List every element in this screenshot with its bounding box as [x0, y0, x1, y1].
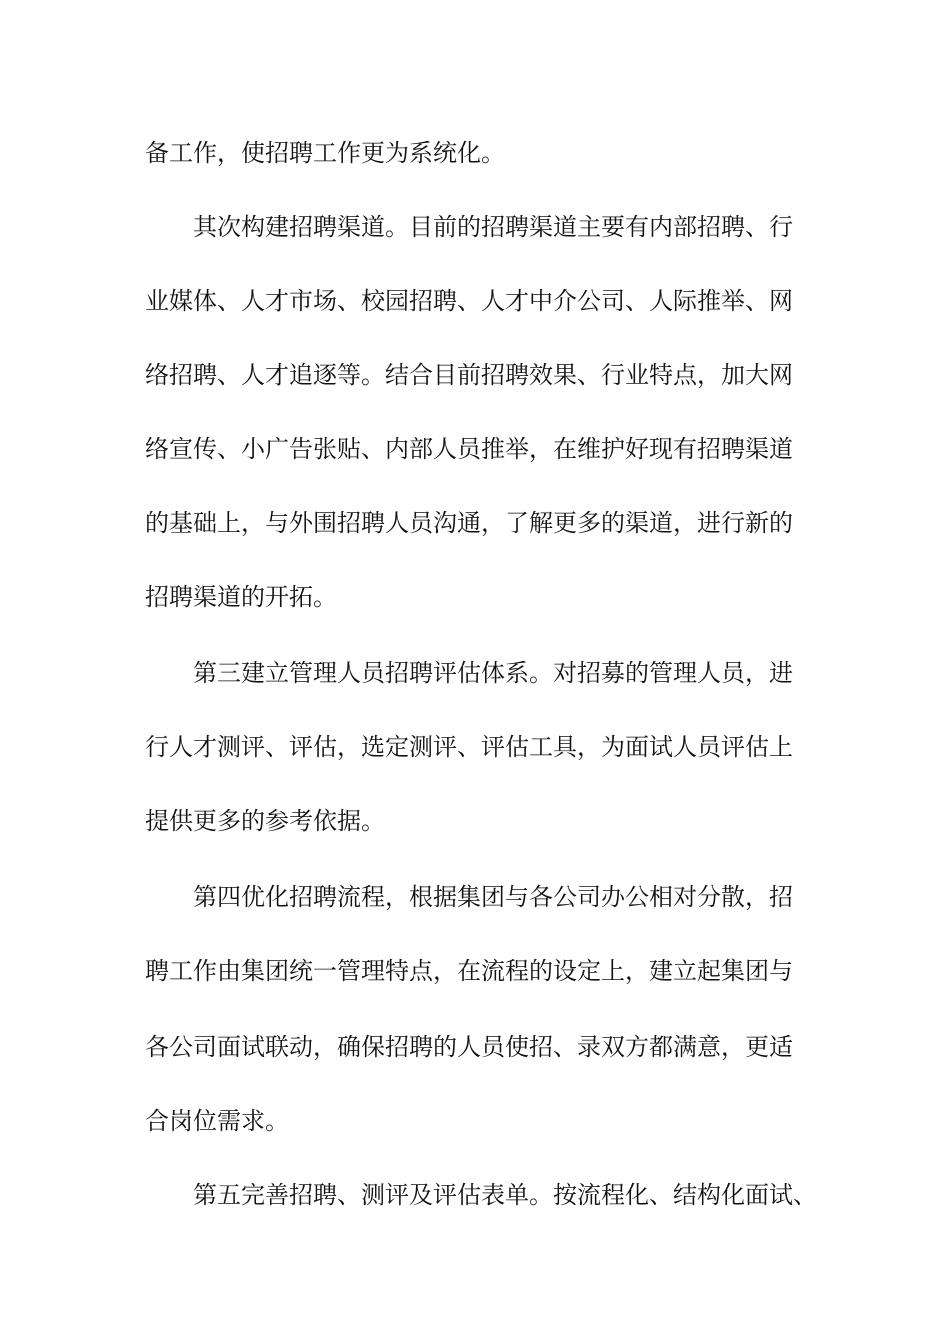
- paragraph-4-line-3: 各公司面试联动，确保招聘的人员使招、录双方都满意，更适: [145, 1033, 793, 1061]
- paragraph-4-line-4: 合岗位需求。: [145, 1107, 289, 1135]
- paragraph-5-line-1: 第五完善招聘、测评及评估表单。按流程化、结构化面试、: [193, 1181, 817, 1209]
- paragraph-4-line-1: 第四优化招聘流程，根据集团与各公司办公相对分散，招: [193, 883, 793, 911]
- paragraph-2-line-1: 其次构建招聘渠道。目前的招聘渠道主要有内部招聘、行: [193, 213, 793, 241]
- paragraph-3-line-3: 提供更多的参考依据。: [145, 807, 385, 835]
- paragraph-2-line-4: 络宣传、小广告张贴、内部人员推举，在维护好现有招聘渠道: [145, 435, 793, 463]
- paragraph-3-line-1: 第三建立管理人员招聘评估体系。对招募的管理人员，进: [193, 659, 793, 687]
- paragraph-2-line-5: 的基础上，与外围招聘人员沟通，了解更多的渠道，进行新的: [145, 509, 793, 537]
- paragraph-2-line-2: 业媒体、人才市场、校园招聘、人才中介公司、人际推举、网: [145, 287, 793, 315]
- paragraph-2-line-6: 招聘渠道的开拓。: [145, 583, 337, 611]
- paragraph-3-line-2: 行人才测评、评估，选定测评、评估工具，为面试人员评估上: [145, 733, 793, 761]
- text-line-1: 备工作，使招聘工作更为系统化。: [145, 139, 505, 167]
- paragraph-4-line-2: 聘工作由集团统一管理特点，在流程的设定上，建立起集团与: [145, 957, 793, 985]
- paragraph-2-line-3: 络招聘、人才追逐等。结合目前招聘效果、行业特点，加大网: [145, 361, 793, 389]
